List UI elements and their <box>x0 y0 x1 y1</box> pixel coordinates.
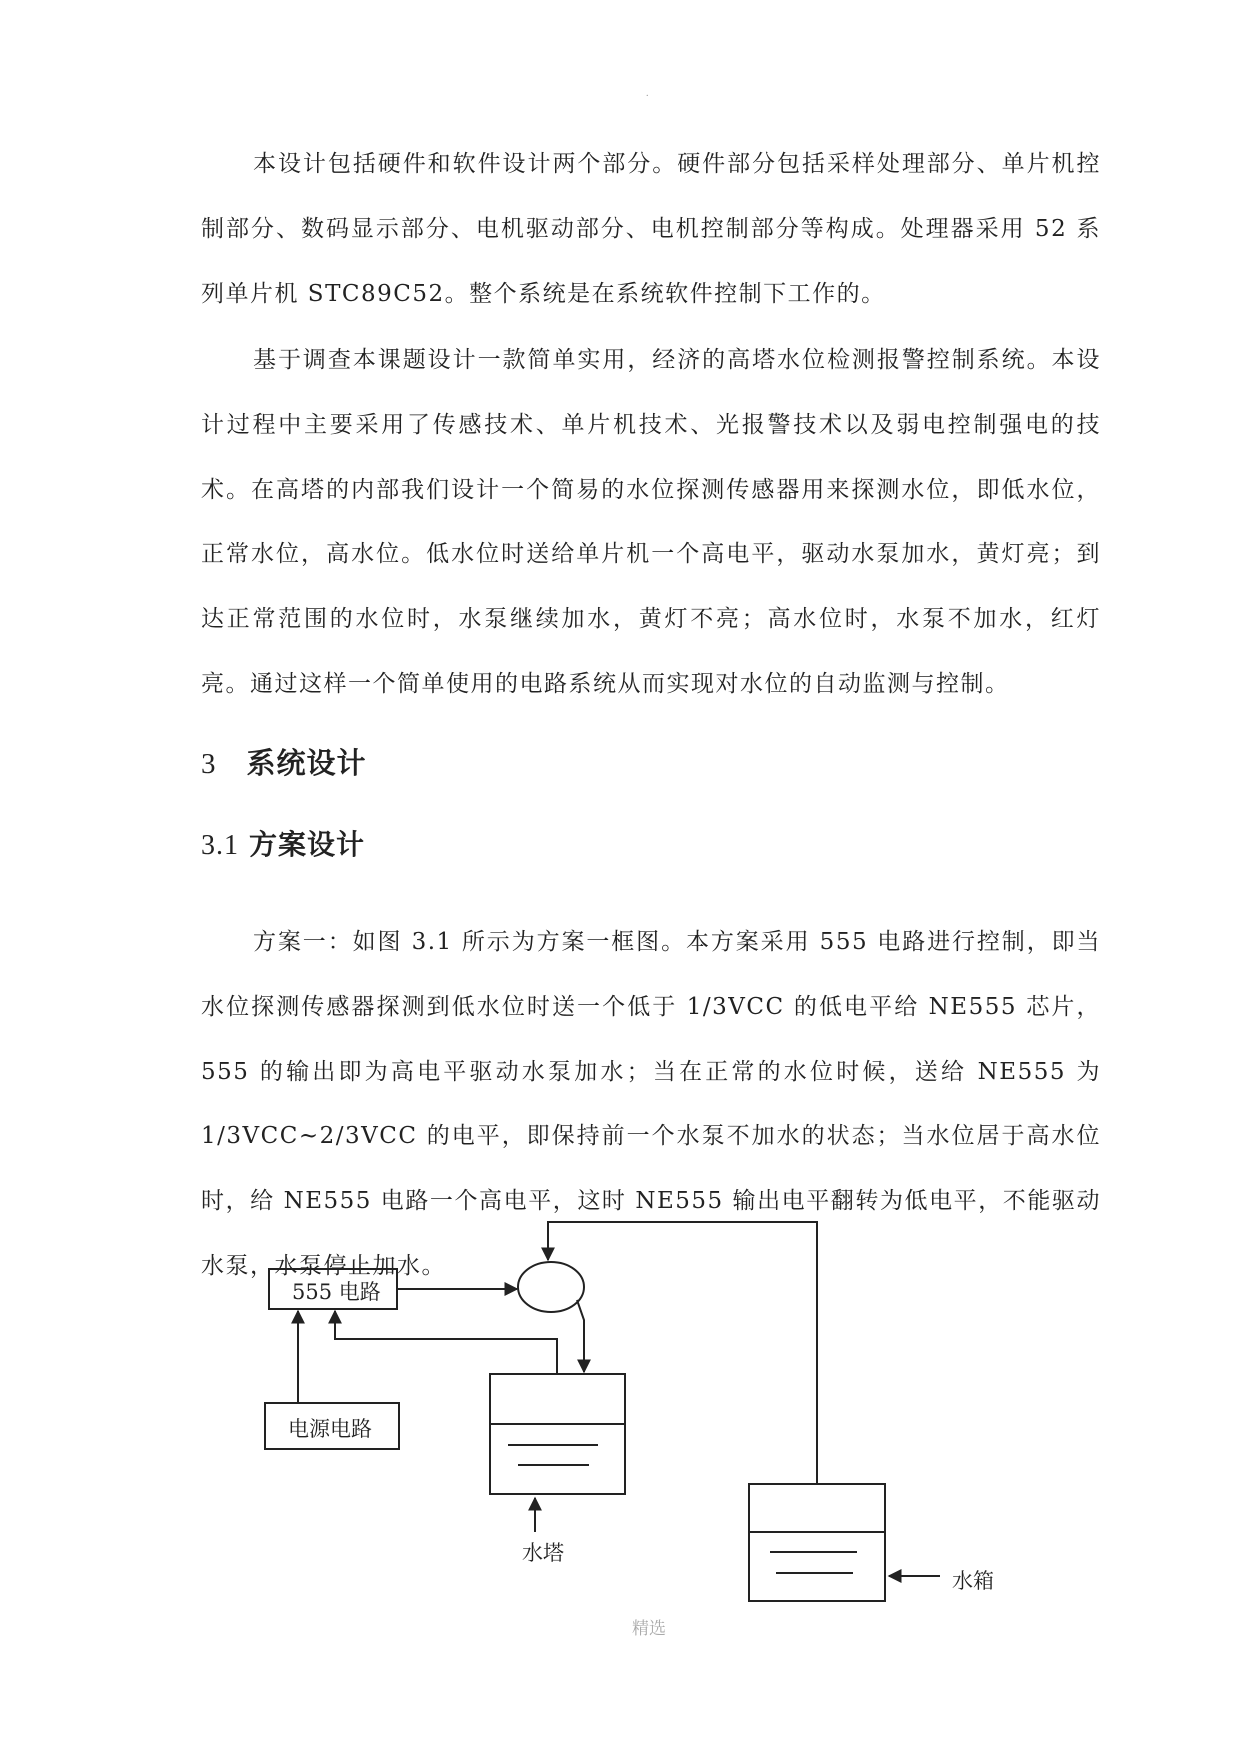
subsection-number: 3.1 <box>201 830 239 861</box>
arrow-pump-to-tower <box>577 1300 584 1372</box>
section-number: 3 <box>201 748 217 780</box>
paragraph-3: 方案一：如图 3.1 所示为方案一框图。本方案采用 555 电路进行控制，即当水位探测传感器探测到低水位时送一个低于 1/3VCC 的低电平给 NE555 芯片，555 的输出即为高电平驱动水泵加水；当在正常的水位时候，送给 NE555 为 1/3VCC~2/3VCC 的电平，即保持前一个水泵不加水的状态；当水位居于高水位时，给 NE555 电路一个高电平，这时 NE555 输出电平翻转为低电平，不能驱动水泵，水泵停止加水。 <box>201 929 1101 1279</box>
paragraph-2: 基于调查本课题设计一款简单实用，经济的高塔水位检测报警控制系统。本设计过程中主要采用了传感技术、单片机技术、光报警技术以及弱电控制强电的技术。在高塔的内部我们设计一个简易的水位探测传感器用来探测水位，即低水位，正常水位，高水位。低水位时送给单片机一个高电平，驱动水泵加水，黄灯亮；到达正常范围的水位时，水泵继续加水，黄灯不亮；高水位时，水泵不加水，红灯亮。通过这样一个简单使用的电路系统从而实现对水位的自动监测与控制。 <box>201 347 1101 697</box>
section-title: 系统设计 <box>246 746 367 780</box>
label-water-tank: 水箱 <box>952 1569 994 1593</box>
footer-text: 精选 <box>632 1619 666 1639</box>
box-water-tower <box>490 1374 625 1494</box>
label-water-tower: 水塔 <box>522 1541 564 1565</box>
arrow-tower-to-555 <box>335 1311 557 1374</box>
paragraph-1: 本设计包括硬件和软件设计两个部分。硬件部分包括采样处理部分、单片机控制部分、数码显示部分、电机驱动部分、电机控制部分等构成。处理器采用 52 系列单片机 STC89C52。整个系统是在系统软件控制下工作的。 <box>201 151 1101 307</box>
subsection-title: 方案设计 <box>249 828 366 861</box>
header-dot: . <box>646 88 649 99</box>
box-water-tank <box>749 1484 885 1601</box>
pump-circle <box>518 1262 584 1312</box>
label-power-circuit: 电源电路 <box>288 1417 372 1441</box>
label-555-circuit: 555 电路 <box>292 1280 381 1304</box>
